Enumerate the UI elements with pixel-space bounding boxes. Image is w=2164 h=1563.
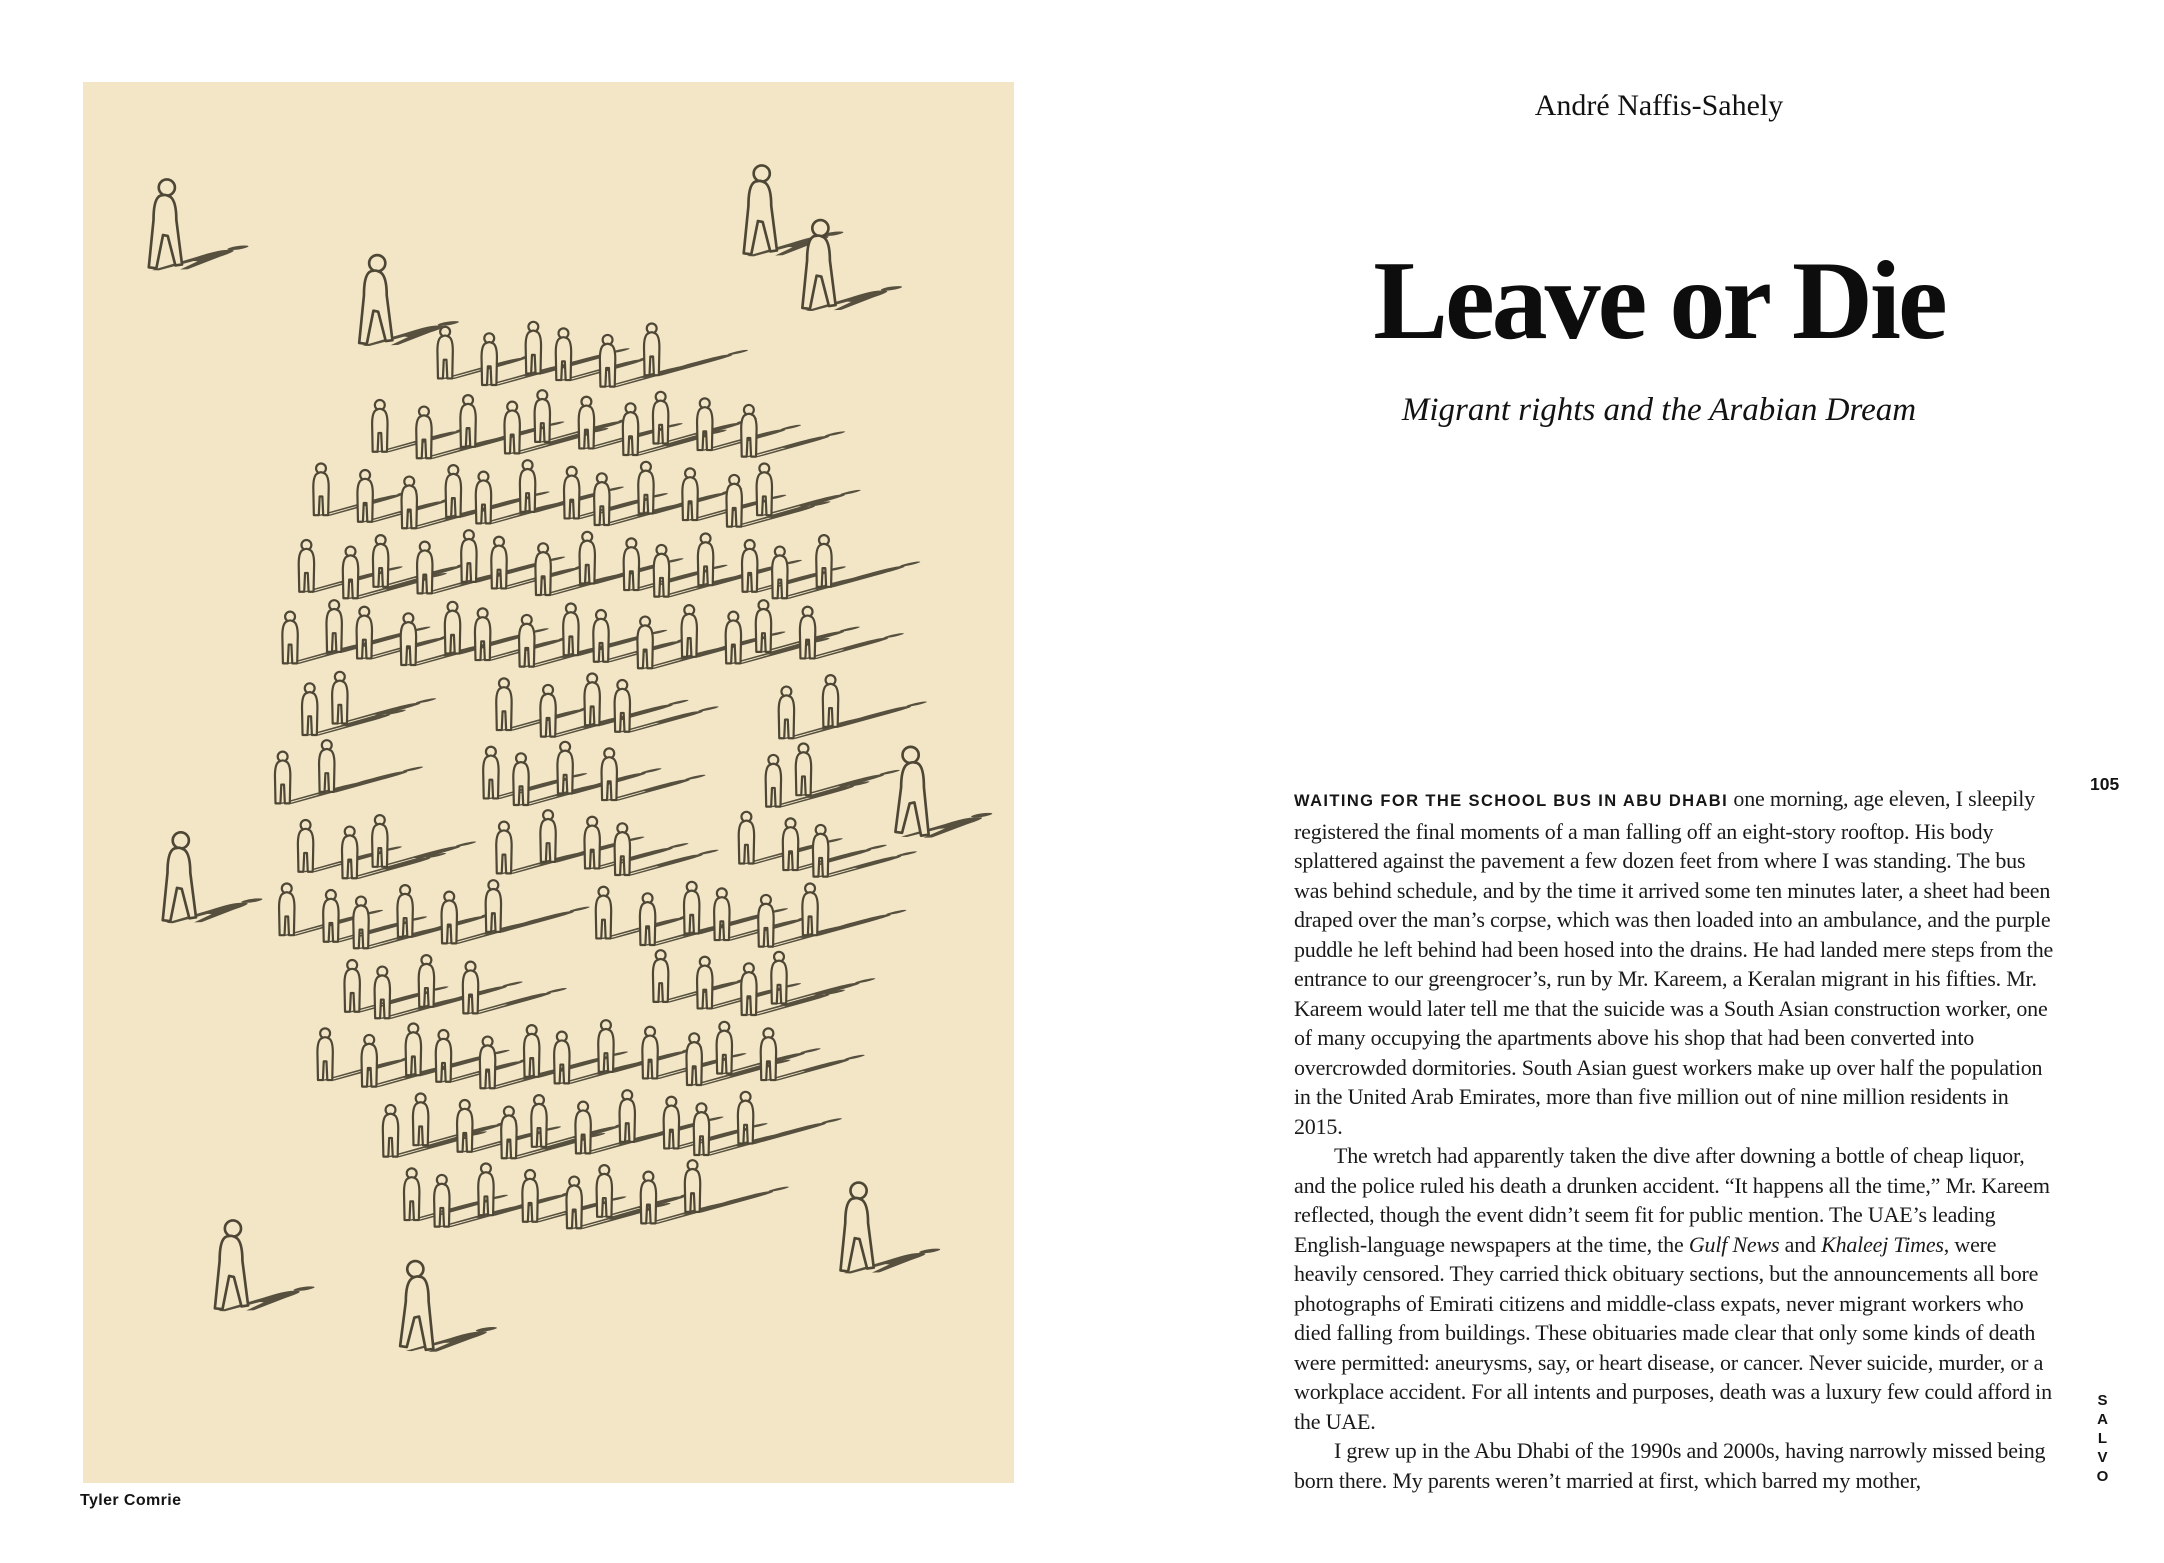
crowd-person (575, 1102, 590, 1154)
walker-person (895, 747, 928, 836)
crowd-person (480, 1037, 495, 1089)
crowd-person (282, 612, 297, 664)
crowd-person-shadow (463, 557, 571, 583)
crowd-person (524, 1025, 539, 1077)
crowd-person (372, 400, 387, 452)
walker-person-shadow (898, 813, 1007, 838)
crowd-person-shadow (485, 773, 593, 799)
walker-person-shadow (843, 1249, 952, 1274)
crowd-person-shadow (798, 770, 906, 796)
crowd-person-shadow (773, 978, 881, 1004)
crowd-person (332, 672, 347, 724)
crowd-person (478, 1163, 493, 1215)
crowd-person (313, 463, 328, 515)
crowd-person (624, 538, 639, 590)
crowd-person (344, 960, 359, 1012)
crowd-person (741, 405, 756, 457)
crowd-person (413, 1093, 428, 1145)
crowd-person (483, 747, 498, 799)
crowd-person (653, 392, 668, 444)
crowd-person (557, 742, 572, 794)
crowd-person (353, 897, 368, 949)
crowd-person (520, 460, 535, 512)
walker-person (149, 179, 182, 268)
crowd-person (697, 957, 712, 1009)
crowd-person (437, 327, 452, 379)
crowd-person (802, 883, 817, 935)
crowd-person (563, 603, 578, 655)
crowd-person (742, 540, 757, 592)
crowd-person (496, 678, 511, 730)
crowd-person (362, 1035, 377, 1087)
crowd-person (319, 740, 334, 792)
crowd-person (373, 535, 388, 587)
crowd-person (540, 810, 555, 862)
crowd-person-shadow (385, 1131, 493, 1157)
crowd-person (653, 950, 668, 1002)
crowd-person (597, 1165, 612, 1217)
crowd-person (535, 390, 550, 442)
crowd-person-shadow (304, 710, 412, 736)
crowd-person (504, 402, 519, 454)
crowd-person (554, 1032, 569, 1084)
crowd-person (594, 473, 609, 525)
crowd-person (580, 532, 595, 584)
crowd-person (476, 472, 491, 524)
crowd-person (326, 600, 341, 652)
crowd-person (637, 617, 652, 669)
crowd-person (513, 753, 528, 805)
article-header (1294, 0, 2024, 430)
crowd-person-shadow (526, 1052, 634, 1078)
crowd-person-shadow (815, 851, 923, 877)
skull-illustration (83, 82, 1014, 1483)
crowd-person (686, 1033, 701, 1085)
walker-person-shadow (362, 321, 471, 346)
crowd-person (739, 812, 754, 864)
crowd-person (684, 882, 699, 934)
crowd-person (816, 535, 831, 587)
crowd-person (540, 685, 555, 737)
crowd-person-shadow (759, 490, 867, 516)
smallcaps-lead: WAITING FOR THE SCHOOL BUS IN ABU DHABI (1294, 792, 1729, 810)
crowd-person (641, 1172, 656, 1224)
crowd-person-shadow (408, 1050, 516, 1076)
crowd-person (357, 470, 372, 522)
article-paragraph: WAITING FOR THE SCHOOL BUS IN ABU DHABI one morning, age eleven, I sleepily registered the final moments of a man falling off an eight-story rooftop. His body splattered against the pavement a few dozen feet from where I was standing. The bus was behind schedule, and by the time it arrived some ten minutes later, a sheet had been draped over the man’s corpse, which was then loaded into an ambulance, and the purple puddle he left behind had been hosed into the drains. He had landed mere steps from the entrance to our greengrocer’s, run by Mr. Kareem, a Keralan migrant in his fifties. Mr. Kareem would later tell me that the suicide was a South Asian construction worker, one of many occupying the apartments above his shop that had been converted into overcrowded dormitories. South Asian guest workers make up over half the population in the United Arab Emirates, more than five million out of nine million residents in 2015. (1294, 786, 2054, 1139)
crowd-person (714, 888, 729, 940)
crowd-person-shadow (825, 702, 933, 728)
crowd-person (697, 398, 712, 450)
crowd-person (275, 752, 290, 804)
crowd-person-shadow (617, 706, 725, 732)
crowd-person (823, 675, 838, 727)
crowd-person (434, 1175, 449, 1227)
crowd-person (726, 612, 741, 664)
article-paragraph: I grew up in the Abu Dhabi of the 1990s and 2000s, having narrowly missed being born there. My parents weren’t married at first, which barred my mother, (1294, 1438, 2046, 1493)
crowd-person (564, 467, 579, 519)
crowd-person (615, 680, 630, 732)
article-body (1294, 784, 2059, 1495)
crowd-person (556, 328, 571, 380)
crowd-person (461, 530, 476, 582)
crowd-person (463, 962, 478, 1014)
journal-section-mark: SALVO (2094, 1392, 2111, 1487)
walker-person-shadow (165, 898, 274, 923)
crowd-person (771, 952, 786, 1004)
crowd-person-shadow (448, 492, 556, 518)
crowd-person (482, 333, 497, 385)
crowd-person (783, 818, 798, 870)
crowd-person (446, 465, 461, 517)
crowd-person (741, 963, 756, 1015)
crowd-person (436, 1030, 451, 1082)
author-byline: André Naffis-Sahely (1534, 89, 1784, 122)
illustration-credit: Tyler Comrie (80, 1492, 182, 1509)
crowd-person (491, 537, 506, 589)
crowd-person (772, 547, 787, 599)
walker-person (841, 1183, 874, 1272)
crowd-person-shadow (447, 628, 555, 654)
crowd-person-shadow (374, 842, 482, 868)
crowd-person (342, 827, 357, 879)
crowd-person (682, 468, 697, 520)
article-paragraph: The wretch had apparently taken the dive after downing a bottle of cheap liquor, and the police ruled his death a drunken accident. “It happens all the time,” Mr. Kareem reflected, though the event didn’t seem fit for public mention. The UAE’s leading English-language newspapers at the time, the Gulf News and Khaleej Times, were heavily censored. They carried thick obituary sections, but the announcements all bore photographs of Emirati citizens and middle-class expats, never migrant workers who died falling from buildings. These obituaries made clear that only some kinds of death were permitted: aneurysms, say, or heart disease, or cancer. Never suicide, murder, or a workplace accident. For all intents and purposes, death was a luxury few could afford in the UAE. (1294, 1143, 2052, 1434)
crowd-person (685, 1160, 700, 1212)
crowd-person-shadow (334, 698, 442, 724)
crowd-person (726, 475, 741, 527)
crowd-person (531, 1095, 546, 1147)
crowd-person-shadow (617, 850, 725, 876)
crowd-person (717, 1022, 732, 1074)
crowd-person (623, 403, 638, 455)
crowd-person (406, 1023, 421, 1075)
crowd-person (279, 883, 294, 935)
walker-person-shadow (217, 1286, 326, 1311)
crowd-person (620, 1090, 635, 1142)
crowd-person (602, 748, 617, 800)
crowd-person (738, 1092, 753, 1144)
crowd-person (496, 822, 511, 874)
crowd-person (460, 395, 475, 447)
crowd-person-shadow (804, 910, 912, 936)
crowd-person (638, 462, 653, 514)
crowd-person (317, 1028, 332, 1080)
crowd-person (372, 815, 387, 867)
crowd-person (698, 533, 713, 585)
crowd-person-shadow (646, 350, 754, 376)
crowd-person (298, 820, 313, 872)
crowd-person (584, 673, 599, 725)
crowd-person-shadow (488, 907, 596, 933)
crowd-person (445, 602, 460, 654)
crowd-person (756, 600, 771, 652)
crowd-person-shadow (406, 1195, 514, 1221)
crowd-person (654, 545, 669, 597)
crowd-person (299, 540, 314, 592)
crowd-person (758, 895, 773, 947)
crowd-person (682, 605, 697, 657)
crowd-person-shadow (321, 767, 429, 793)
crowd-person (642, 1027, 657, 1079)
crowd-person-shadow (565, 630, 673, 656)
crowd-person (397, 885, 412, 937)
crowd-person (375, 967, 390, 1019)
crowd-person (644, 323, 659, 375)
crowd-person (694, 1103, 709, 1155)
crowd-person (584, 817, 599, 869)
crowd-person (416, 407, 431, 459)
crowd-person (323, 890, 338, 942)
crowd-person (522, 1170, 537, 1222)
crowd-person (442, 892, 457, 944)
crowd-person (501, 1107, 516, 1159)
crowd-person (404, 1168, 419, 1220)
crowd-person (757, 463, 772, 515)
crowd-person (401, 613, 416, 665)
crowd-person (600, 335, 615, 387)
crowd-person (593, 610, 608, 662)
crowd-person-shadow (686, 908, 794, 934)
crowd-person-shadow (328, 627, 436, 653)
walker-person (163, 832, 196, 921)
crowd-person (383, 1105, 398, 1157)
crowd-person (357, 607, 372, 659)
crowd-person (579, 397, 594, 449)
walker-person-shadow (151, 245, 260, 270)
crowd-person-shadow (528, 348, 636, 374)
crowd-person (640, 893, 655, 945)
crowd-person-shadow (818, 562, 926, 588)
crowd-person (566, 1177, 581, 1229)
crowd-person (343, 547, 358, 599)
walker-person-shadow (805, 286, 914, 311)
crowd-person (526, 322, 541, 374)
crowd-person (475, 608, 490, 660)
walker-person (744, 165, 777, 254)
crowd-person (302, 683, 317, 735)
crowd-person (598, 1020, 613, 1072)
walker-person (359, 255, 392, 344)
crowd-person (761, 1028, 776, 1080)
crowd-person-shadow (687, 1187, 795, 1213)
crowd-person (417, 542, 432, 594)
walker-person-shadow (746, 231, 855, 256)
crowd-person (800, 607, 815, 659)
crowd-person (615, 823, 630, 875)
crowd-person (535, 543, 550, 595)
article-subtitle: Migrant rights and the Arabian Dream (1401, 392, 1917, 428)
article-title: Leave or Die (1373, 239, 1945, 363)
crowd-person (457, 1100, 472, 1152)
crowd-person-shadow (768, 781, 876, 807)
crowd-person (486, 880, 501, 932)
walker-person (400, 1261, 433, 1350)
crowd-person (419, 955, 434, 1007)
crowd-person (519, 615, 534, 667)
crowd-person (779, 687, 794, 739)
walker-person-shadow (403, 1327, 512, 1352)
crowd-person (664, 1097, 679, 1149)
crowd-person (796, 743, 811, 795)
crowd-person-shadow (346, 986, 454, 1012)
walker-person (215, 1220, 248, 1309)
crowd-person (813, 825, 828, 877)
crowd-person-shadow (586, 700, 694, 726)
crowd-person (402, 477, 417, 529)
page-number: 105 (2090, 774, 2120, 794)
crowd-person (596, 887, 611, 939)
crowd-person-shadow (740, 1118, 848, 1144)
skull-of-figures-art (83, 82, 1014, 1483)
crowd-person (766, 755, 781, 807)
